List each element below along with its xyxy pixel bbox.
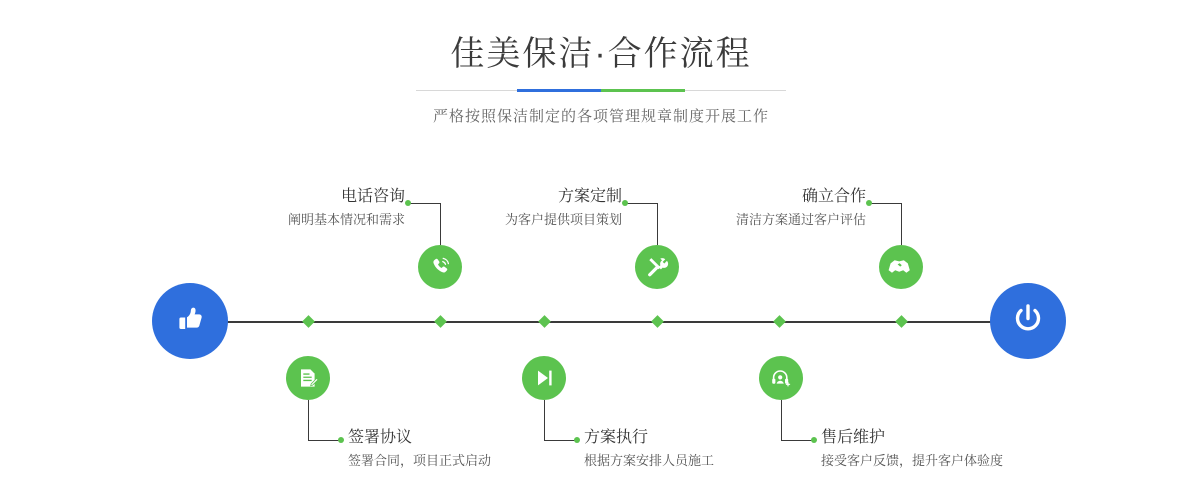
axis-node-dot	[895, 315, 908, 328]
page-subtitle: 严格按照保洁制定的各项管理规章制度开展工作	[432, 108, 769, 125]
step-2-arm	[308, 440, 340, 441]
step-1-stem	[440, 203, 441, 245]
step-5-tip-dot	[866, 200, 872, 206]
step-4-arm	[544, 440, 576, 441]
step-2-desc: 签署合同，项目正式启动	[348, 453, 492, 468]
phone-ring-icon	[428, 255, 452, 279]
step-2-icon-badge	[286, 356, 330, 400]
step-3-tip-dot	[622, 200, 628, 206]
step-6-desc: 接受客户反馈，提升客户体验度	[821, 453, 1004, 468]
headset-support-icon	[769, 366, 793, 390]
page-title: 佳美保洁·合作流程	[450, 35, 752, 73]
step-2-stem	[308, 400, 309, 440]
step-2-label	[348, 427, 568, 471]
step-1-label	[240, 186, 405, 230]
timeline-start-badge	[152, 283, 228, 359]
axis-node-dot	[651, 315, 664, 328]
step-6-tip-dot	[811, 437, 817, 443]
step-4-icon-badge	[522, 356, 566, 400]
step-3-icon-badge	[635, 245, 679, 289]
axis-node-dot	[538, 315, 551, 328]
handshake-icon	[888, 254, 914, 280]
step-3-arm	[626, 203, 658, 204]
page-header	[0, 32, 1202, 126]
step-1-arm	[409, 203, 441, 204]
divider-segment-blue	[517, 89, 601, 92]
axis-node-dot	[302, 315, 315, 328]
step-1-desc: 阐明基本情况和需求	[287, 212, 405, 227]
step-6-title: 售后维护	[821, 429, 886, 446]
axis-node-dot	[773, 315, 786, 328]
timeline-axis	[208, 321, 1008, 323]
step-3-desc: 为客户提供项目策划	[504, 212, 622, 227]
step-6-label	[821, 427, 1081, 471]
step-4-label	[584, 427, 814, 471]
contract-pen-icon	[296, 366, 320, 390]
step-5-stem	[901, 203, 902, 245]
title-divider	[416, 90, 786, 91]
power-icon	[1008, 299, 1048, 344]
thumbs-up-icon	[171, 300, 209, 343]
step-5-title: 确立合作	[801, 188, 866, 205]
step-5-desc: 清洁方案通过客户评估	[735, 212, 866, 227]
timeline-end-badge	[990, 283, 1066, 359]
step-2-tip-dot	[338, 437, 344, 443]
axis-node-dot	[434, 315, 447, 328]
step-6-arm	[781, 440, 813, 441]
title-divider-accent	[517, 89, 685, 92]
step-5-icon-badge	[879, 245, 923, 289]
step-4-title: 方案执行	[584, 429, 649, 446]
step-6-icon-badge	[759, 356, 803, 400]
step-6-stem	[781, 400, 782, 440]
step-3-label	[457, 186, 622, 230]
step-5-arm	[870, 203, 902, 204]
step-3-title: 方案定制	[557, 188, 622, 205]
step-1-tip-dot	[405, 200, 411, 206]
step-4-stem	[544, 400, 545, 440]
step-1-title: 电话咨询	[340, 188, 405, 205]
step-4-tip-dot	[574, 437, 580, 443]
step-5-label	[700, 186, 866, 230]
tools-icon	[645, 255, 669, 279]
step-1-icon-badge	[418, 245, 462, 289]
divider-segment-green	[601, 89, 685, 92]
step-2-title: 签署协议	[348, 429, 413, 446]
play-forward-icon	[532, 366, 556, 390]
step-3-stem	[657, 203, 658, 245]
step-4-desc: 根据方案安排人员施工	[584, 453, 715, 468]
